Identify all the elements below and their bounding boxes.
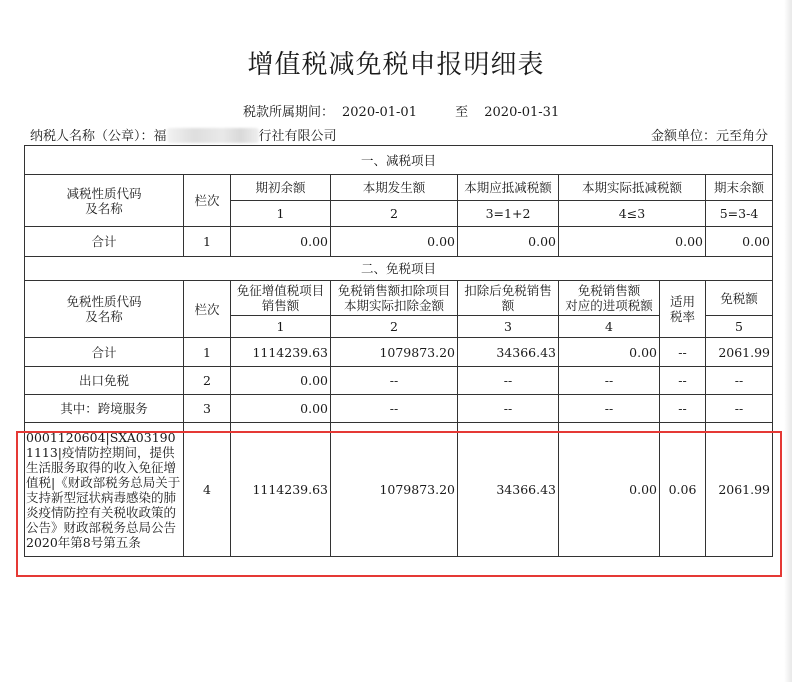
reduce-section-header [25,146,773,175]
table-cell: 0.00 [331,227,458,257]
exempt-colnum: 1 [231,316,331,338]
exempt-header-code: 免税性质代码 及名称 [25,281,184,338]
table-cell: 0.06 [660,423,706,557]
exempt-header-after-deduction: 扣除后免税销售 额 [458,281,559,316]
table-cell: -- [660,367,706,395]
taxpayer-label: 纳税人名称（公章）： [30,129,154,144]
table-row [25,367,773,395]
exempt-header-rate: 适用 税率 [660,281,706,338]
amount-unit: 金额单位：元至角分 [650,129,768,144]
reduce-header-line: 栏次 [184,175,231,227]
table-cell: 4 [184,423,231,557]
table-row [25,423,773,557]
exempt-header-input-tax: 免税销售额 对应的进项税额 [559,281,660,316]
table-cell: -- [458,367,559,395]
table-cell: 合计 [25,338,184,367]
table-cell: -- [458,395,559,423]
reduce-colnum: 3=1+2 [458,201,559,227]
table-cell: -- [331,367,458,395]
page-edge-shadow [784,0,792,682]
exempt-colnum: 5 [706,316,773,338]
taxpayer-name [30,125,337,144]
exempt-header-sales: 免征增值税项目 销售额 [231,281,331,316]
table-cell: 0.00 [231,227,331,257]
reduce-header-closing: 期末余额 [706,175,773,201]
table-cell: 0.00 [559,423,660,557]
taxpayer-suffix: 行社有限公司 [258,129,337,144]
table-cell: 0001120604|SXA031901113|疫情防控期间，提供生活服务取得的收入免征增值税|《财政部税务总局关于支持新型冠状病毒感染的肺炎疫情防控有关税收政策的公告》财政部税务总局公告2020年第8号第五条 [25,423,184,557]
exempt-colnum: 3 [458,316,559,338]
table-cell: -- [660,338,706,367]
table-cell: 2 [184,367,231,395]
exempt-header-row [25,281,773,316]
table-cell: -- [706,367,773,395]
page-title: 增值税减免税申报明细表 [247,50,545,80]
table-row [25,338,773,367]
reduce-header-opening: 期初余额 [231,175,331,201]
table-cell: 出口免税 [25,367,184,395]
table-cell: 3 [184,395,231,423]
exempt-colnum: 4 [559,316,660,338]
table-cell: 34366.43 [458,423,559,557]
detail-table [24,145,773,557]
table-cell: 合计 [25,227,184,257]
reduce-colnum: 2 [331,201,458,227]
table-cell: 1114239.63 [231,423,331,557]
reduce-colnum: 1 [231,201,331,227]
table-cell: 0.00 [231,367,331,395]
table-cell: 1 [184,227,231,257]
table-cell: -- [706,395,773,423]
period-start: 2020-01-01 [342,105,417,120]
reduce-header-deductible: 本期应抵减税额 [458,175,559,201]
table-cell: 其中：跨境服务 [25,395,184,423]
table-cell: 1 [184,338,231,367]
table-cell: 0.00 [231,395,331,423]
reduce-colnum: 5=3-4 [706,201,773,227]
exempt-header-deduction: 免税销售额扣除项目 本期实际扣除金额 [331,281,458,316]
exempt-header-line: 栏次 [184,281,231,338]
table-cell: 0.00 [559,227,706,257]
table-cell: 2061.99 [706,338,773,367]
table-cell: 34366.43 [458,338,559,367]
tax-period [243,101,567,120]
reduce-header-code: 减税性质代码 及名称 [25,175,184,227]
reduce-header-incurred: 本期发生额 [331,175,458,201]
reduce-section-title: 一、减税项目 [25,146,773,175]
exempt-section-title: 二、免税项目 [25,257,773,281]
exempt-colnum: 2 [331,316,458,338]
table-cell: -- [331,395,458,423]
table-cell: -- [559,367,660,395]
period-label: 税款所属期间： [243,105,335,120]
table-cell: 0.00 [559,338,660,367]
table-cell: 1079873.20 [331,338,458,367]
table-cell: 0.00 [458,227,559,257]
table-cell: -- [559,395,660,423]
table-cell: -- [660,395,706,423]
exempt-section-header [25,257,773,281]
table-cell: 1114239.63 [231,338,331,367]
reduce-total-row [25,227,773,257]
taxpayer-prefix: 福 [153,129,167,144]
table-cell: 0.00 [706,227,773,257]
table-row [25,395,773,423]
exempt-header-exempt-amount: 免税额 [706,281,773,316]
period-to: 至 [455,105,469,120]
period-end: 2020-01-31 [484,105,560,120]
reduce-colnum: 4≤3 [559,201,706,227]
redacted-blur [167,128,259,143]
reduce-header-actual: 本期实际抵减税额 [559,175,706,201]
table-cell: 1079873.20 [331,423,458,557]
reduce-header-row [25,175,773,201]
table-cell: 2061.99 [706,423,773,557]
